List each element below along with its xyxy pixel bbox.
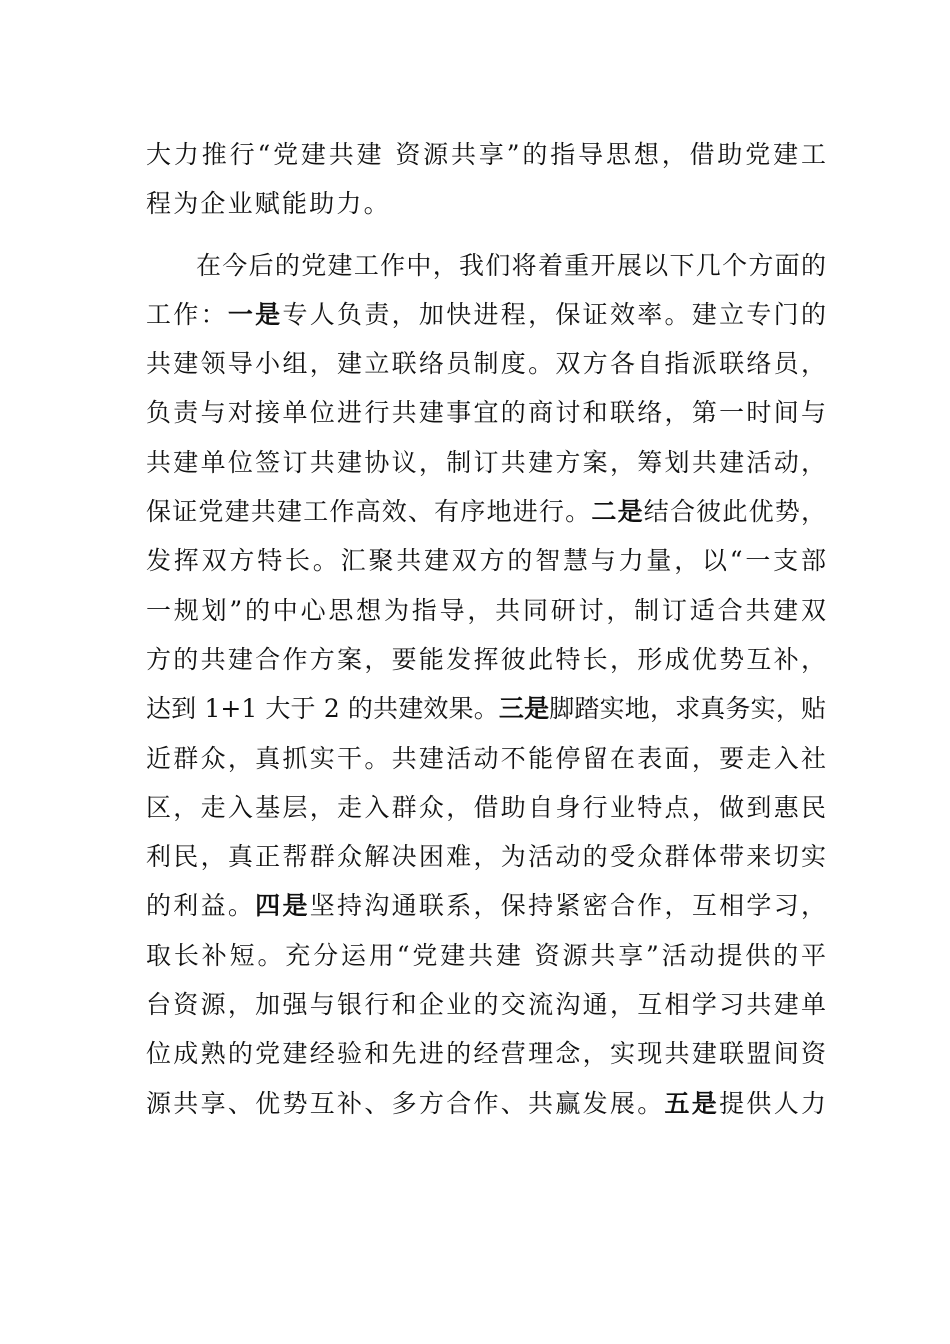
paragraph-gap [146, 229, 826, 241]
body-text [146, 130, 826, 1128]
text-run: 位成熟的党建经验和先进的经营理念，实现共建联盟间资 [146, 1039, 826, 1069]
text-line [146, 130, 826, 179]
text-line [146, 487, 826, 536]
paragraph [146, 241, 826, 1128]
bold-keyword: 四是 [255, 891, 310, 921]
text-run: 近群众，真抓实干。共建活动不能停留在表面，要走入社 [146, 743, 826, 773]
text-run: 源共享、优势互补、多方合作、共赢发展。 [146, 1088, 665, 1118]
text-run: 取长补短。充分运用“党建共建 资源共享”活动提供的平 [146, 940, 826, 970]
text-run: 负责与对接单位进行共建事宜的商讨和联络，第一时间与 [146, 398, 826, 428]
text-line [146, 536, 826, 585]
text-run: 发挥双方特长。汇聚共建双方的智慧与力量，以“一支部 [146, 546, 826, 576]
text-line [146, 783, 826, 832]
text-line [146, 339, 826, 388]
text-run: 专人负责，加快进程，保证效率。建立专门的 [282, 299, 826, 329]
text-line [146, 290, 826, 339]
text-run: 大力推行“党建共建 资源共享”的指导思想，借助党建工 [146, 140, 826, 169]
text-run: 方的共建合作方案，要能发挥彼此特长，形成优势互补， [146, 644, 826, 674]
paragraph [146, 130, 826, 229]
text-line [146, 179, 826, 228]
text-run: 程为企业赋能助力。 [146, 189, 391, 219]
bold-keyword: 五是 [664, 1088, 720, 1118]
text-line [146, 980, 826, 1029]
text-run: 区，走入基层，走入群众，借助自身行业特点，做到惠民 [146, 792, 826, 822]
text-run: 一规划”的中心思想为指导，共同研讨，制订适合共建双 [146, 595, 826, 625]
text-run: 提供人力 [719, 1088, 826, 1118]
text-line [146, 635, 826, 684]
text-run: 脚踏实地，求真务实，贴 [549, 694, 826, 724]
text-run: 共建单位签订共建协议，制订共建方案，筹划共建活动， [146, 447, 826, 477]
text-line [146, 931, 826, 980]
text-run: 台资源，加强与银行和企业的交流沟通，互相学习共建单 [146, 990, 826, 1020]
text-line [146, 388, 826, 437]
text-line [146, 1079, 826, 1128]
bold-keyword: 二是 [591, 497, 644, 527]
text-line [146, 832, 826, 881]
text-line [146, 438, 826, 487]
text-run: 工作： [146, 299, 228, 329]
text-run: 在今后的党建工作中，我们将着重开展以下几个方面的 [196, 250, 826, 280]
text-run: 达到 1+1 大于 2 的共建效果。 [146, 694, 499, 724]
text-run: 结合彼此优势， [643, 497, 826, 527]
text-line [146, 1029, 826, 1078]
text-run: 坚持沟通联系，保持紧密合作，互相学习， [309, 891, 826, 921]
text-line [146, 734, 826, 783]
text-run: 利民，真正帮群众解决困难，为活动的受众群体带来切实 [146, 842, 826, 872]
bold-keyword: 一是 [227, 299, 283, 329]
text-run: 的利益。 [146, 891, 256, 921]
text-line [146, 881, 826, 930]
text-line [146, 684, 826, 733]
text-line [146, 241, 826, 290]
bold-keyword: 三是 [498, 694, 550, 724]
text-run: 共建领导小组，建立联络员制度。双方各自指派联络员， [146, 349, 826, 379]
text-line [146, 586, 826, 635]
text-run: 保证党建共建工作高效、有序地进行。 [146, 497, 592, 527]
